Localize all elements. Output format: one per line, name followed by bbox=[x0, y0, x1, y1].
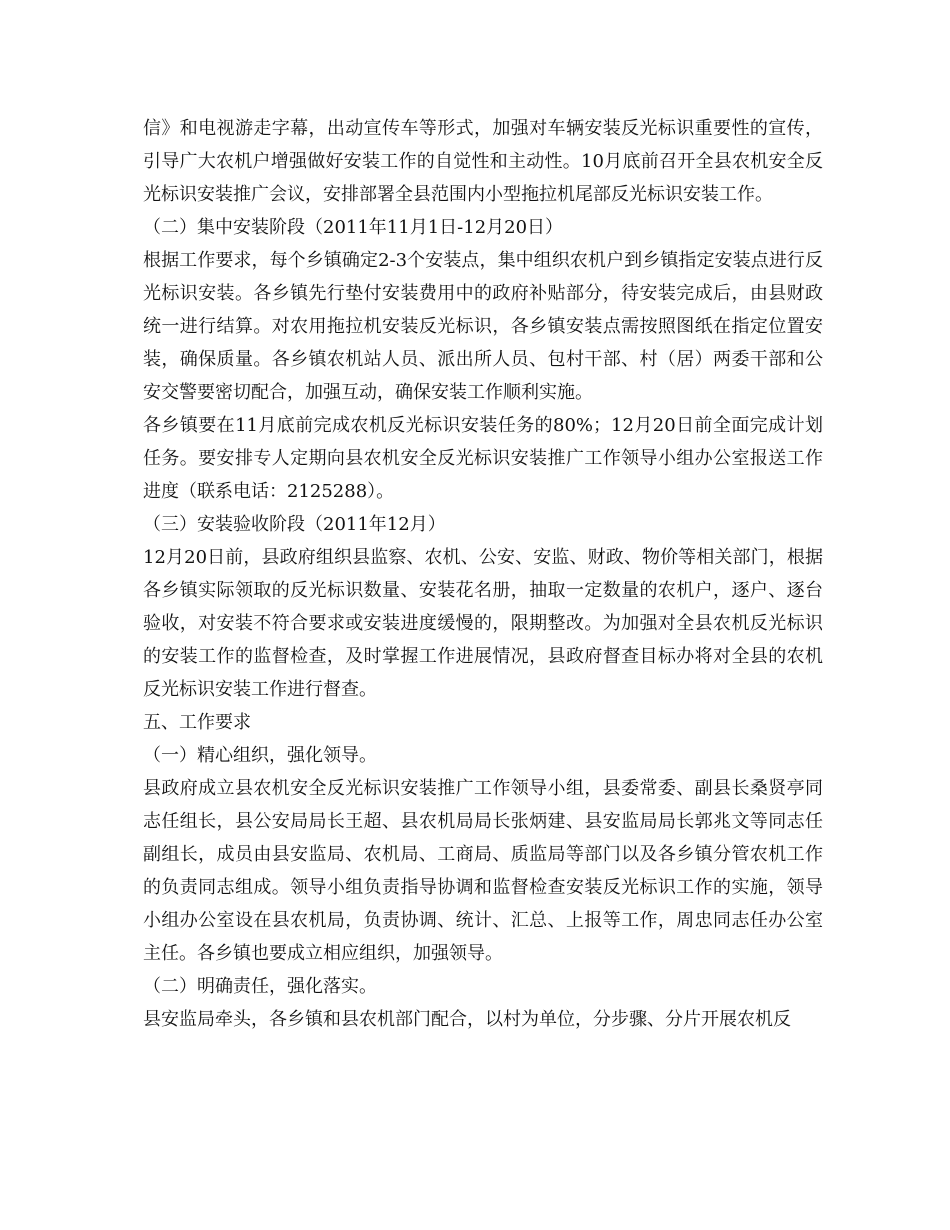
document-body bbox=[143, 112, 823, 1036]
paragraph-deadlines: 各乡镇要在11月底前完成农机反光标识安装任务的80%；12月20日前全面完成计划任务。要安排专人定期向县农机安全反光标识安装推广工作领导小组办公室报送工作进度（联系电话：2125288）。 bbox=[143, 415, 823, 502]
heading-centralized-installation-stage: （二）集中安装阶段（2011年11月1日-12月20日） bbox=[143, 217, 564, 238]
heading-clarify-responsibility: （二）明确责任，强化落实。 bbox=[143, 976, 377, 997]
heading-acceptance-stage: （三）安装验收阶段（2011年12月） bbox=[143, 514, 446, 535]
paragraph-installation-points: 根据工作要求，每个乡镇确定2-3个安装点，集中组织农机户到乡镇指定安装点进行反光标识安装。各乡镇先行垫付安装费用中的政府补贴部分，待安装完成后，由县财政统一进行结算。对农用拖拉机安装反光标识，各乡镇安装点需按照图纸在指定位置安装，确保质量。各乡镇农机站人员、派出所人员、包村干部、村（居）两委干部和公安交警要密切配合，加强互动，确保安装工作顺利实施。 bbox=[143, 250, 823, 403]
paragraph-publicity-continuation: 信》和电视游走字幕，出动宣传车等形式，加强对车辆安装反光标识重要性的宣传，引导广大农机户增强做好安装工作的自觉性和主动性。10月底前召开全县农机安全反光标识安装推广会议，安排部署全县范围内小型拖拉机尾部反光标识安装工作。 bbox=[143, 118, 823, 205]
paragraph-acceptance-inspection: 12月20日前，县政府组织县监察、农机、公安、安监、财政、物价等相关部门，根据各乡镇实际领取的反光标识数量、安装花名册，抽取一定数量的农机户，逐户、逐台验收，对安装不符合要求或安装进度缓慢的，限期整改。为加强对全县农机反光标识的安装工作的监督检查，及时掌握工作进展情况，县政府督查目标办将对全县的农机反光标识安装工作进行督查。 bbox=[143, 547, 823, 700]
heading-organize-leadership: （一）精心组织，强化领导。 bbox=[143, 745, 377, 766]
paragraph-leading-group: 县政府成立县农机安全反光标识安装推广工作领导小组，县委常委、副县长桑贤亭同志任组长，县公安局局长王超、县农机局局长张炳建、县安监局局长郭兆文等同志任副组长，成员由县安监局、农机局、工商局、质监局等部门以及各乡镇分管农机工作的负责同志组成。领导小组负责指导协调和监督检查安装反光标识工作的实施，领导小组办公室设在县农机局，负责协调、统计、汇总、上报等工作，周忠同志任办公室主任。各乡镇也要成立相应组织，加强领导。 bbox=[143, 778, 823, 964]
paragraph-responsibility-start: 县安监局牵头，各乡镇和县农机部门配合，以村为单位，分步骤、分片开展农机反 bbox=[143, 1009, 791, 1030]
heading-work-requirements: 五、工作要求 bbox=[143, 712, 251, 733]
